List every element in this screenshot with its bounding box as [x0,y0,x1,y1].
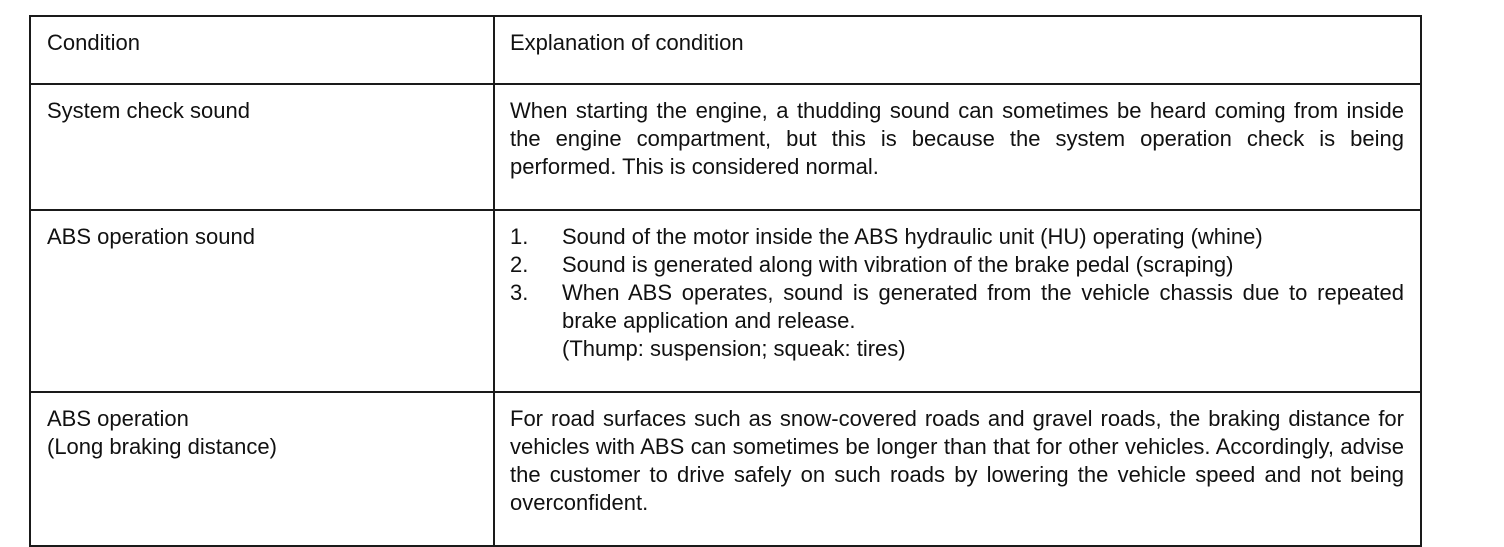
condition-text: ABS operation [47,406,189,431]
table-row [30,392,1421,546]
numbered-list [510,223,1404,335]
list-item [510,223,1404,251]
condition-cell [30,84,494,210]
condition-cell [30,392,494,546]
list-item-text: When ABS operates, sound is generated from the vehicle chassis due to repeated brake application and release. [562,280,1404,333]
list-item-number: 1. [510,224,529,249]
list-item [510,251,1404,279]
list-item [510,279,1404,335]
list-item-number: 2. [510,252,529,277]
header-condition: Condition [30,16,494,84]
explanation-cell: For road surfaces such as snow-covered roads and gravel roads, the braking distance for vehicles with ABS can sometimes be longer than that for other vehicles. Accordingly, advise the customer to drive safely on such roads by lowering the vehicle speed and not being overconfident. [494,392,1421,546]
table-row [30,84,1421,210]
explanation-cell [494,210,1421,392]
list-item-text: Sound is generated along with vibration of the brake pedal (scraping) [562,252,1234,277]
list-note: (Thump: suspension; squeak: tires) [562,336,906,361]
condition-subtext: (Long braking distance) [47,434,277,459]
list-item-number: 3. [510,280,529,305]
header-explanation: Explanation of condition [494,16,1421,84]
table-row [30,210,1421,392]
explanation-cell: When starting the engine, a thudding sound can sometimes be heard coming from inside the engine compartment, but this is because the system operation check is being performed. This is considered normal. [494,84,1421,210]
condition-text: System check sound [47,98,250,123]
condition-text: ABS operation sound [47,224,255,249]
condition-cell [30,210,494,392]
condition-table [29,15,1422,547]
table-header-row [30,16,1421,84]
list-item-text: Sound of the motor inside the ABS hydraulic unit (HU) operating (whine) [562,224,1263,249]
